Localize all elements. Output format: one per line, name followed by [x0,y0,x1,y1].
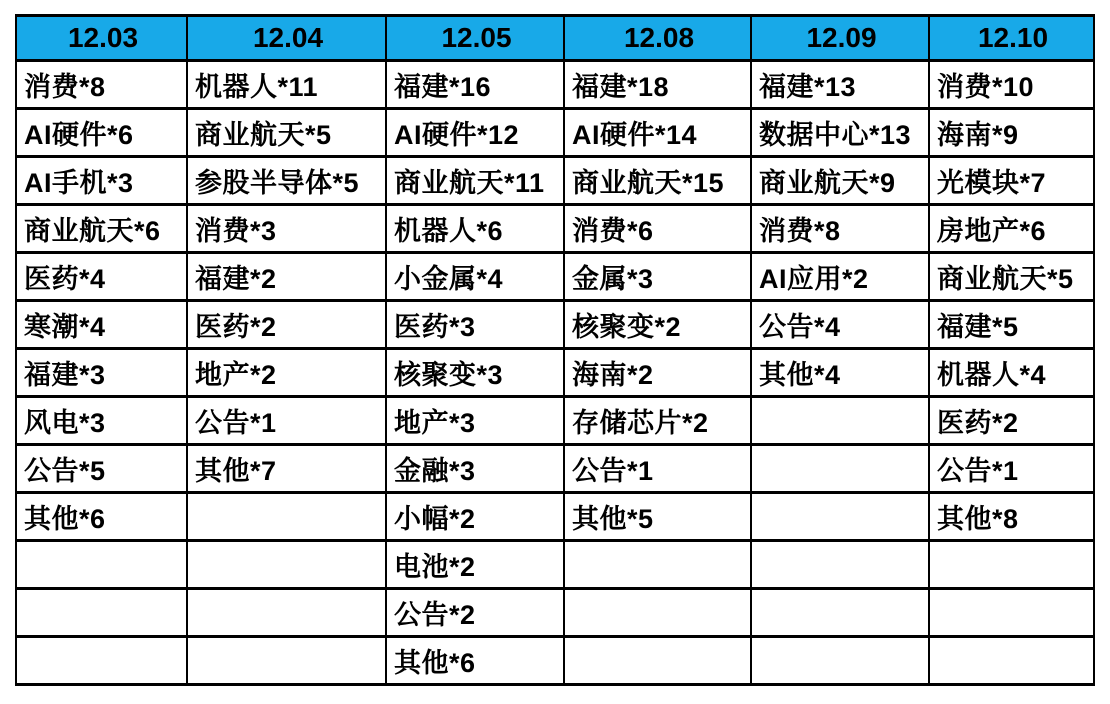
table-cell [16,637,187,685]
table-cell [16,589,187,637]
table-cell: 风电*3 [16,397,187,445]
table-row [16,301,1094,349]
table-cell: 海南*2 [564,349,751,397]
table-cell: 公告*5 [16,445,187,493]
table-cell [187,589,386,637]
table-cell: AI应用*2 [751,253,929,301]
table-cell: 商业航天*15 [564,157,751,205]
table-row [16,157,1094,205]
table-cell [16,541,187,589]
table-cell: 核聚变*2 [564,301,751,349]
table-cell: 公告*1 [929,445,1094,493]
column-header: 12.09 [751,16,929,61]
table-cell [564,541,751,589]
table-row [16,205,1094,253]
table-cell: 金属*3 [564,253,751,301]
table-cell: 其他*6 [16,493,187,541]
table-cell: 商业航天*5 [929,253,1094,301]
table-row [16,541,1094,589]
table-cell [187,541,386,589]
table-cell: 医药*4 [16,253,187,301]
column-header: 12.03 [16,16,187,61]
table-cell: 核聚变*3 [386,349,564,397]
table-cell: 商业航天*9 [751,157,929,205]
table-cell [751,589,929,637]
table-row [16,253,1094,301]
table-cell: 电池*2 [386,541,564,589]
table-cell: 医药*2 [929,397,1094,445]
table-cell: 参股半导体*5 [187,157,386,205]
table-cell [751,445,929,493]
table-cell: 其他*5 [564,493,751,541]
table-cell [751,397,929,445]
table-cell: 寒潮*4 [16,301,187,349]
table-cell: 其他*7 [187,445,386,493]
table-cell: 福建*18 [564,61,751,109]
table-cell: 地产*3 [386,397,564,445]
table-cell: 公告*2 [386,589,564,637]
table-cell: 公告*1 [187,397,386,445]
table-cell [564,589,751,637]
table-body [16,61,1094,685]
table-cell: 消费*3 [187,205,386,253]
table-cell [564,637,751,685]
table-cell: AI硬件*12 [386,109,564,157]
table-cell: 商业航天*11 [386,157,564,205]
daily-theme-count-table [15,14,1095,686]
table-cell: 消费*8 [751,205,929,253]
table-cell: 数据中心*13 [751,109,929,157]
table-row [16,397,1094,445]
table-cell: 商业航天*5 [187,109,386,157]
column-header: 12.05 [386,16,564,61]
column-header: 12.10 [929,16,1094,61]
table-cell [929,541,1094,589]
table-cell [187,493,386,541]
table-cell: 机器人*11 [187,61,386,109]
table-cell: AI硬件*6 [16,109,187,157]
table-row [16,637,1094,685]
table-cell: 福建*16 [386,61,564,109]
table-cell [929,637,1094,685]
table-cell [751,541,929,589]
table-cell: 机器人*4 [929,349,1094,397]
table-cell: 小金属*4 [386,253,564,301]
table-cell: 地产*2 [187,349,386,397]
table-cell: 医药*3 [386,301,564,349]
table-cell: 消费*8 [16,61,187,109]
table-cell: 存储芯片*2 [564,397,751,445]
table-cell: 其他*4 [751,349,929,397]
table-row [16,61,1094,109]
table-cell: 福建*13 [751,61,929,109]
table-cell: 金融*3 [386,445,564,493]
table-row [16,349,1094,397]
table-cell: 海南*9 [929,109,1094,157]
daily-theme-table-container [15,14,1095,686]
table-cell: 其他*6 [386,637,564,685]
table-cell [929,589,1094,637]
table-cell: 公告*1 [564,445,751,493]
table-cell: 消费*6 [564,205,751,253]
table-row [16,445,1094,493]
column-header: 12.08 [564,16,751,61]
table-cell: 福建*2 [187,253,386,301]
table-cell [187,637,386,685]
table-row [16,589,1094,637]
table-header [16,16,1094,61]
table-row [16,493,1094,541]
table-cell: 消费*10 [929,61,1094,109]
table-cell: 机器人*6 [386,205,564,253]
table-cell: 光模块*7 [929,157,1094,205]
table-cell: 医药*2 [187,301,386,349]
table-cell: 福建*3 [16,349,187,397]
table-row [16,109,1094,157]
table-cell: 其他*8 [929,493,1094,541]
header-row [16,16,1094,61]
table-cell: 福建*5 [929,301,1094,349]
table-cell: 房地产*6 [929,205,1094,253]
table-cell: 公告*4 [751,301,929,349]
table-cell [751,493,929,541]
table-cell: AI手机*3 [16,157,187,205]
table-cell: 小幅*2 [386,493,564,541]
table-cell [751,637,929,685]
column-header: 12.04 [187,16,386,61]
table-cell: 商业航天*6 [16,205,187,253]
table-cell: AI硬件*14 [564,109,751,157]
